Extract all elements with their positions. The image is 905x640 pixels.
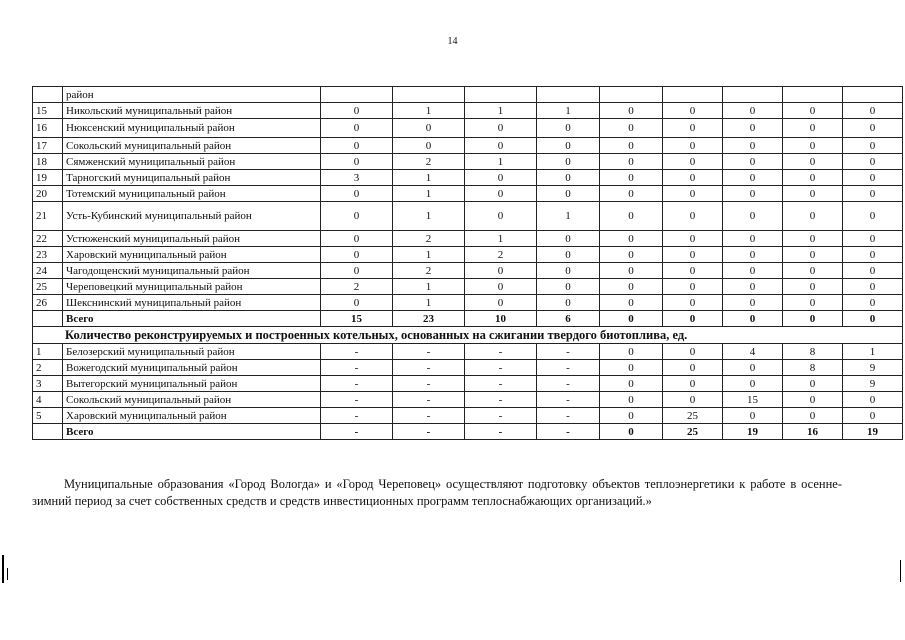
value-cell: 0 xyxy=(843,392,903,408)
row-number-cell: 17 xyxy=(33,138,63,154)
value-cell: 0 xyxy=(321,202,393,231)
value-cell: 0 xyxy=(393,119,465,138)
value-cell: 0 xyxy=(600,231,663,247)
value-cell: 2 xyxy=(321,279,393,295)
value-cell: 0 xyxy=(321,186,393,202)
value-cell: 0 xyxy=(723,279,783,295)
value-cell: 0 xyxy=(321,231,393,247)
value-cell: 0 xyxy=(663,119,723,138)
value-cell: 0 xyxy=(600,186,663,202)
row-name-cell: Шекснинский муниципальный район xyxy=(63,295,321,311)
row-name-cell: Череповецкий муниципальный район xyxy=(63,279,321,295)
boiler-table xyxy=(32,86,903,440)
value-cell: 0 xyxy=(663,279,723,295)
value-cell: 0 xyxy=(600,138,663,154)
value-cell: 0 xyxy=(537,119,600,138)
value-cell: - xyxy=(393,344,465,360)
value-cell: 0 xyxy=(321,154,393,170)
value-cell: 0 xyxy=(321,138,393,154)
total-row xyxy=(33,424,903,440)
value-cell: 0 xyxy=(600,279,663,295)
row-name-cell: Вожегодский муниципальный район xyxy=(63,360,321,376)
value-cell: 0 xyxy=(663,247,723,263)
value-cell: 1 xyxy=(465,231,537,247)
value-cell: - xyxy=(321,376,393,392)
value-cell: 9 xyxy=(843,376,903,392)
value-cell: 1 xyxy=(393,186,465,202)
total-value-cell: 0 xyxy=(783,311,843,327)
value-cell: 0 xyxy=(600,360,663,376)
value-cell: 2 xyxy=(393,263,465,279)
row-number-cell xyxy=(33,424,63,440)
total-value-cell: - xyxy=(393,424,465,440)
value-cell: 0 xyxy=(600,170,663,186)
value-cell: 1 xyxy=(465,154,537,170)
row-name-cell: Сямженский муниципальный район xyxy=(63,154,321,170)
value-cell: 1 xyxy=(393,170,465,186)
value-cell: 0 xyxy=(723,360,783,376)
value-cell: 0 xyxy=(393,138,465,154)
value-cell xyxy=(321,87,393,103)
value-cell: 2 xyxy=(393,154,465,170)
table-section xyxy=(33,327,903,344)
value-cell: 3 xyxy=(321,170,393,186)
table-row xyxy=(33,247,903,263)
row-number-cell: 2 xyxy=(33,360,63,376)
value-cell: 0 xyxy=(783,138,843,154)
value-cell: 0 xyxy=(537,154,600,170)
value-cell: 0 xyxy=(465,263,537,279)
row-number-cell xyxy=(33,311,63,327)
value-cell: - xyxy=(537,344,600,360)
value-cell: 1 xyxy=(537,103,600,119)
value-cell: 0 xyxy=(663,263,723,279)
value-cell: 0 xyxy=(843,186,903,202)
value-cell: 0 xyxy=(723,119,783,138)
table-total-2 xyxy=(33,424,903,440)
value-cell: 0 xyxy=(600,376,663,392)
total-value-cell: 19 xyxy=(723,424,783,440)
value-cell: 0 xyxy=(663,170,723,186)
value-cell: - xyxy=(393,408,465,424)
value-cell: 0 xyxy=(843,263,903,279)
total-value-cell: 0 xyxy=(663,311,723,327)
margin-mark xyxy=(900,560,901,582)
value-cell: 0 xyxy=(843,202,903,231)
total-value-cell: 15 xyxy=(321,311,393,327)
value-cell: 0 xyxy=(465,202,537,231)
value-cell: 0 xyxy=(843,170,903,186)
table-row xyxy=(33,138,903,154)
row-number-cell: 16 xyxy=(33,119,63,138)
value-cell: 2 xyxy=(465,247,537,263)
value-cell: 1 xyxy=(393,279,465,295)
total-value-cell: 19 xyxy=(843,424,903,440)
value-cell: 0 xyxy=(843,103,903,119)
value-cell: 0 xyxy=(600,408,663,424)
value-cell: 0 xyxy=(723,295,783,311)
table-row xyxy=(33,360,903,376)
row-number-cell: 19 xyxy=(33,170,63,186)
value-cell: 0 xyxy=(783,103,843,119)
value-cell: 0 xyxy=(600,202,663,231)
value-cell: - xyxy=(537,360,600,376)
total-row xyxy=(33,311,903,327)
row-name-cell: Тарногский муниципальный район xyxy=(63,170,321,186)
value-cell xyxy=(663,87,723,103)
value-cell: 0 xyxy=(783,154,843,170)
value-cell: 0 xyxy=(843,119,903,138)
value-cell: 0 xyxy=(723,186,783,202)
total-value-cell: 10 xyxy=(465,311,537,327)
row-name-cell: Белозерский муниципальный район xyxy=(63,344,321,360)
value-cell: 0 xyxy=(783,119,843,138)
value-cell: 0 xyxy=(663,154,723,170)
total-value-cell: - xyxy=(465,424,537,440)
value-cell: 0 xyxy=(723,103,783,119)
table-row xyxy=(33,103,903,119)
value-cell: 0 xyxy=(600,295,663,311)
value-cell: 0 xyxy=(783,263,843,279)
row-number-cell xyxy=(33,87,63,103)
table-row xyxy=(33,119,903,138)
row-name-cell: Тотемский муниципальный район xyxy=(63,186,321,202)
row-number-cell: 23 xyxy=(33,247,63,263)
value-cell: 0 xyxy=(663,202,723,231)
table-row xyxy=(33,408,903,424)
table-body-main xyxy=(33,87,903,311)
table-row xyxy=(33,344,903,360)
value-cell: 0 xyxy=(783,186,843,202)
value-cell: 0 xyxy=(663,103,723,119)
value-cell xyxy=(393,87,465,103)
value-cell: - xyxy=(537,408,600,424)
value-cell: 0 xyxy=(321,247,393,263)
data-table-container xyxy=(32,86,878,440)
value-cell: 0 xyxy=(663,376,723,392)
value-cell: 0 xyxy=(321,263,393,279)
value-cell xyxy=(843,87,903,103)
total-value-cell: 0 xyxy=(723,311,783,327)
row-number-cell: 21 xyxy=(33,202,63,231)
value-cell xyxy=(600,87,663,103)
value-cell: 0 xyxy=(723,263,783,279)
row-name-cell: Никольский муниципальный район xyxy=(63,103,321,119)
value-cell: 0 xyxy=(843,408,903,424)
value-cell: 0 xyxy=(783,392,843,408)
value-cell: 1 xyxy=(393,202,465,231)
value-cell: 9 xyxy=(843,360,903,376)
value-cell: 0 xyxy=(783,231,843,247)
total-value-cell: 16 xyxy=(783,424,843,440)
row-number-cell: 4 xyxy=(33,392,63,408)
row-number-cell: 24 xyxy=(33,263,63,279)
value-cell: - xyxy=(465,376,537,392)
value-cell: 8 xyxy=(783,360,843,376)
section-header-row xyxy=(33,327,903,344)
row-name-cell: Сокольский муниципальный район xyxy=(63,392,321,408)
value-cell: - xyxy=(321,360,393,376)
value-cell: 0 xyxy=(537,247,600,263)
value-cell: 0 xyxy=(663,344,723,360)
value-cell: - xyxy=(465,344,537,360)
table-row xyxy=(33,231,903,247)
total-value-cell: 0 xyxy=(600,311,663,327)
value-cell: - xyxy=(537,392,600,408)
row-name-cell: Харовский муниципальный район xyxy=(63,247,321,263)
value-cell: 0 xyxy=(537,295,600,311)
margin-mark xyxy=(7,568,8,580)
value-cell: 0 xyxy=(600,247,663,263)
value-cell: 0 xyxy=(321,295,393,311)
value-cell: - xyxy=(393,392,465,408)
row-number-cell: 15 xyxy=(33,103,63,119)
value-cell: - xyxy=(321,392,393,408)
value-cell: 0 xyxy=(465,119,537,138)
value-cell: 0 xyxy=(783,408,843,424)
table-row-continued xyxy=(33,87,903,103)
total-value-cell: 0 xyxy=(600,424,663,440)
table-row xyxy=(33,186,903,202)
value-cell: 0 xyxy=(600,154,663,170)
total-label-cell: Всего xyxy=(63,424,321,440)
value-cell: 0 xyxy=(465,279,537,295)
value-cell: - xyxy=(465,408,537,424)
value-cell: 0 xyxy=(723,154,783,170)
value-cell: 0 xyxy=(600,263,663,279)
table-row xyxy=(33,263,903,279)
value-cell: 0 xyxy=(723,202,783,231)
value-cell: 0 xyxy=(723,170,783,186)
value-cell: 1 xyxy=(393,103,465,119)
value-cell: 0 xyxy=(600,103,663,119)
value-cell: - xyxy=(321,408,393,424)
table-row xyxy=(33,376,903,392)
value-cell: 0 xyxy=(663,231,723,247)
row-number-cell: 20 xyxy=(33,186,63,202)
value-cell: 1 xyxy=(843,344,903,360)
value-cell: - xyxy=(393,376,465,392)
value-cell: 0 xyxy=(723,376,783,392)
value-cell: 0 xyxy=(600,344,663,360)
value-cell: 0 xyxy=(465,186,537,202)
value-cell: 0 xyxy=(663,186,723,202)
value-cell: 0 xyxy=(321,119,393,138)
value-cell: 0 xyxy=(783,376,843,392)
row-number-cell: 26 xyxy=(33,295,63,311)
value-cell: - xyxy=(465,360,537,376)
total-value-cell: 0 xyxy=(843,311,903,327)
value-cell: 0 xyxy=(465,295,537,311)
value-cell: 0 xyxy=(537,138,600,154)
value-cell: 2 xyxy=(393,231,465,247)
value-cell: 4 xyxy=(723,344,783,360)
row-number-cell: 22 xyxy=(33,231,63,247)
value-cell: 0 xyxy=(600,392,663,408)
value-cell: - xyxy=(465,392,537,408)
row-name-cell: Устюженский муниципальный район xyxy=(63,231,321,247)
value-cell: - xyxy=(321,344,393,360)
row-number-cell: 18 xyxy=(33,154,63,170)
value-cell: 0 xyxy=(537,186,600,202)
value-cell: 0 xyxy=(783,202,843,231)
value-cell: 0 xyxy=(783,170,843,186)
value-cell: - xyxy=(537,376,600,392)
value-cell: 0 xyxy=(723,231,783,247)
margin-mark xyxy=(2,555,4,583)
row-number-cell: 25 xyxy=(33,279,63,295)
page-number: 14 xyxy=(447,36,458,47)
table-total-1 xyxy=(33,311,903,327)
value-cell: 0 xyxy=(723,138,783,154)
value-cell: 0 xyxy=(723,247,783,263)
row-name-cell: Усть-Кубинский муниципальный район xyxy=(63,202,321,231)
total-value-cell: 6 xyxy=(537,311,600,327)
value-cell: 0 xyxy=(537,231,600,247)
value-cell: 0 xyxy=(843,279,903,295)
value-cell: 0 xyxy=(783,247,843,263)
value-cell xyxy=(723,87,783,103)
total-value-cell: 23 xyxy=(393,311,465,327)
value-cell: 0 xyxy=(537,279,600,295)
value-cell xyxy=(465,87,537,103)
value-cell: 0 xyxy=(537,170,600,186)
row-name-cell: район xyxy=(63,87,321,103)
row-number-cell: 5 xyxy=(33,408,63,424)
table-row xyxy=(33,392,903,408)
total-label-cell: Всего xyxy=(63,311,321,327)
value-cell: 1 xyxy=(393,247,465,263)
value-cell: 0 xyxy=(465,170,537,186)
value-cell xyxy=(783,87,843,103)
value-cell: 0 xyxy=(783,295,843,311)
row-number-cell: 1 xyxy=(33,344,63,360)
value-cell: 0 xyxy=(843,295,903,311)
section-title: Количество реконструируемых и построенных котельных, основанных на сжигании твердого биотоплива, ед. xyxy=(33,327,903,344)
value-cell: 0 xyxy=(663,360,723,376)
value-cell: 1 xyxy=(537,202,600,231)
value-cell: 0 xyxy=(663,138,723,154)
value-cell: 0 xyxy=(600,119,663,138)
row-number-cell: 3 xyxy=(33,376,63,392)
value-cell: 0 xyxy=(465,138,537,154)
value-cell: 0 xyxy=(843,247,903,263)
value-cell: 15 xyxy=(723,392,783,408)
value-cell: 0 xyxy=(321,103,393,119)
table-row xyxy=(33,170,903,186)
total-value-cell: 25 xyxy=(663,424,723,440)
table-body-biofuel xyxy=(33,344,903,424)
value-cell: 0 xyxy=(723,408,783,424)
table-row xyxy=(33,202,903,231)
row-name-cell: Чагодощенский муниципальный район xyxy=(63,263,321,279)
value-cell: 0 xyxy=(537,263,600,279)
body-paragraph: Муниципальные образования «Город Вологда» и «Город Череповец» осуществляют подготовку объектов теплоэнергетики к работе в осенне-зимний период за счет собственных средств и средств инвестиционных программ теплоснабжающих организаций.» xyxy=(32,477,842,508)
table-row xyxy=(33,279,903,295)
row-name-cell: Вытегорский муниципальный район xyxy=(63,376,321,392)
value-cell: 0 xyxy=(663,295,723,311)
row-name-cell: Сокольский муниципальный район xyxy=(63,138,321,154)
value-cell: 0 xyxy=(663,392,723,408)
value-cell: 0 xyxy=(843,138,903,154)
row-name-cell: Харовский муниципальный район xyxy=(63,408,321,424)
value-cell: 0 xyxy=(843,231,903,247)
value-cell: 1 xyxy=(393,295,465,311)
total-value-cell: - xyxy=(537,424,600,440)
table-row xyxy=(33,295,903,311)
value-cell xyxy=(537,87,600,103)
value-cell: 0 xyxy=(783,279,843,295)
value-cell: 0 xyxy=(843,154,903,170)
table-row xyxy=(33,154,903,170)
value-cell: - xyxy=(393,360,465,376)
value-cell: 8 xyxy=(783,344,843,360)
total-value-cell: - xyxy=(321,424,393,440)
row-name-cell: Нюксенский муниципальный район xyxy=(63,119,321,138)
value-cell: 1 xyxy=(465,103,537,119)
value-cell: 25 xyxy=(663,408,723,424)
